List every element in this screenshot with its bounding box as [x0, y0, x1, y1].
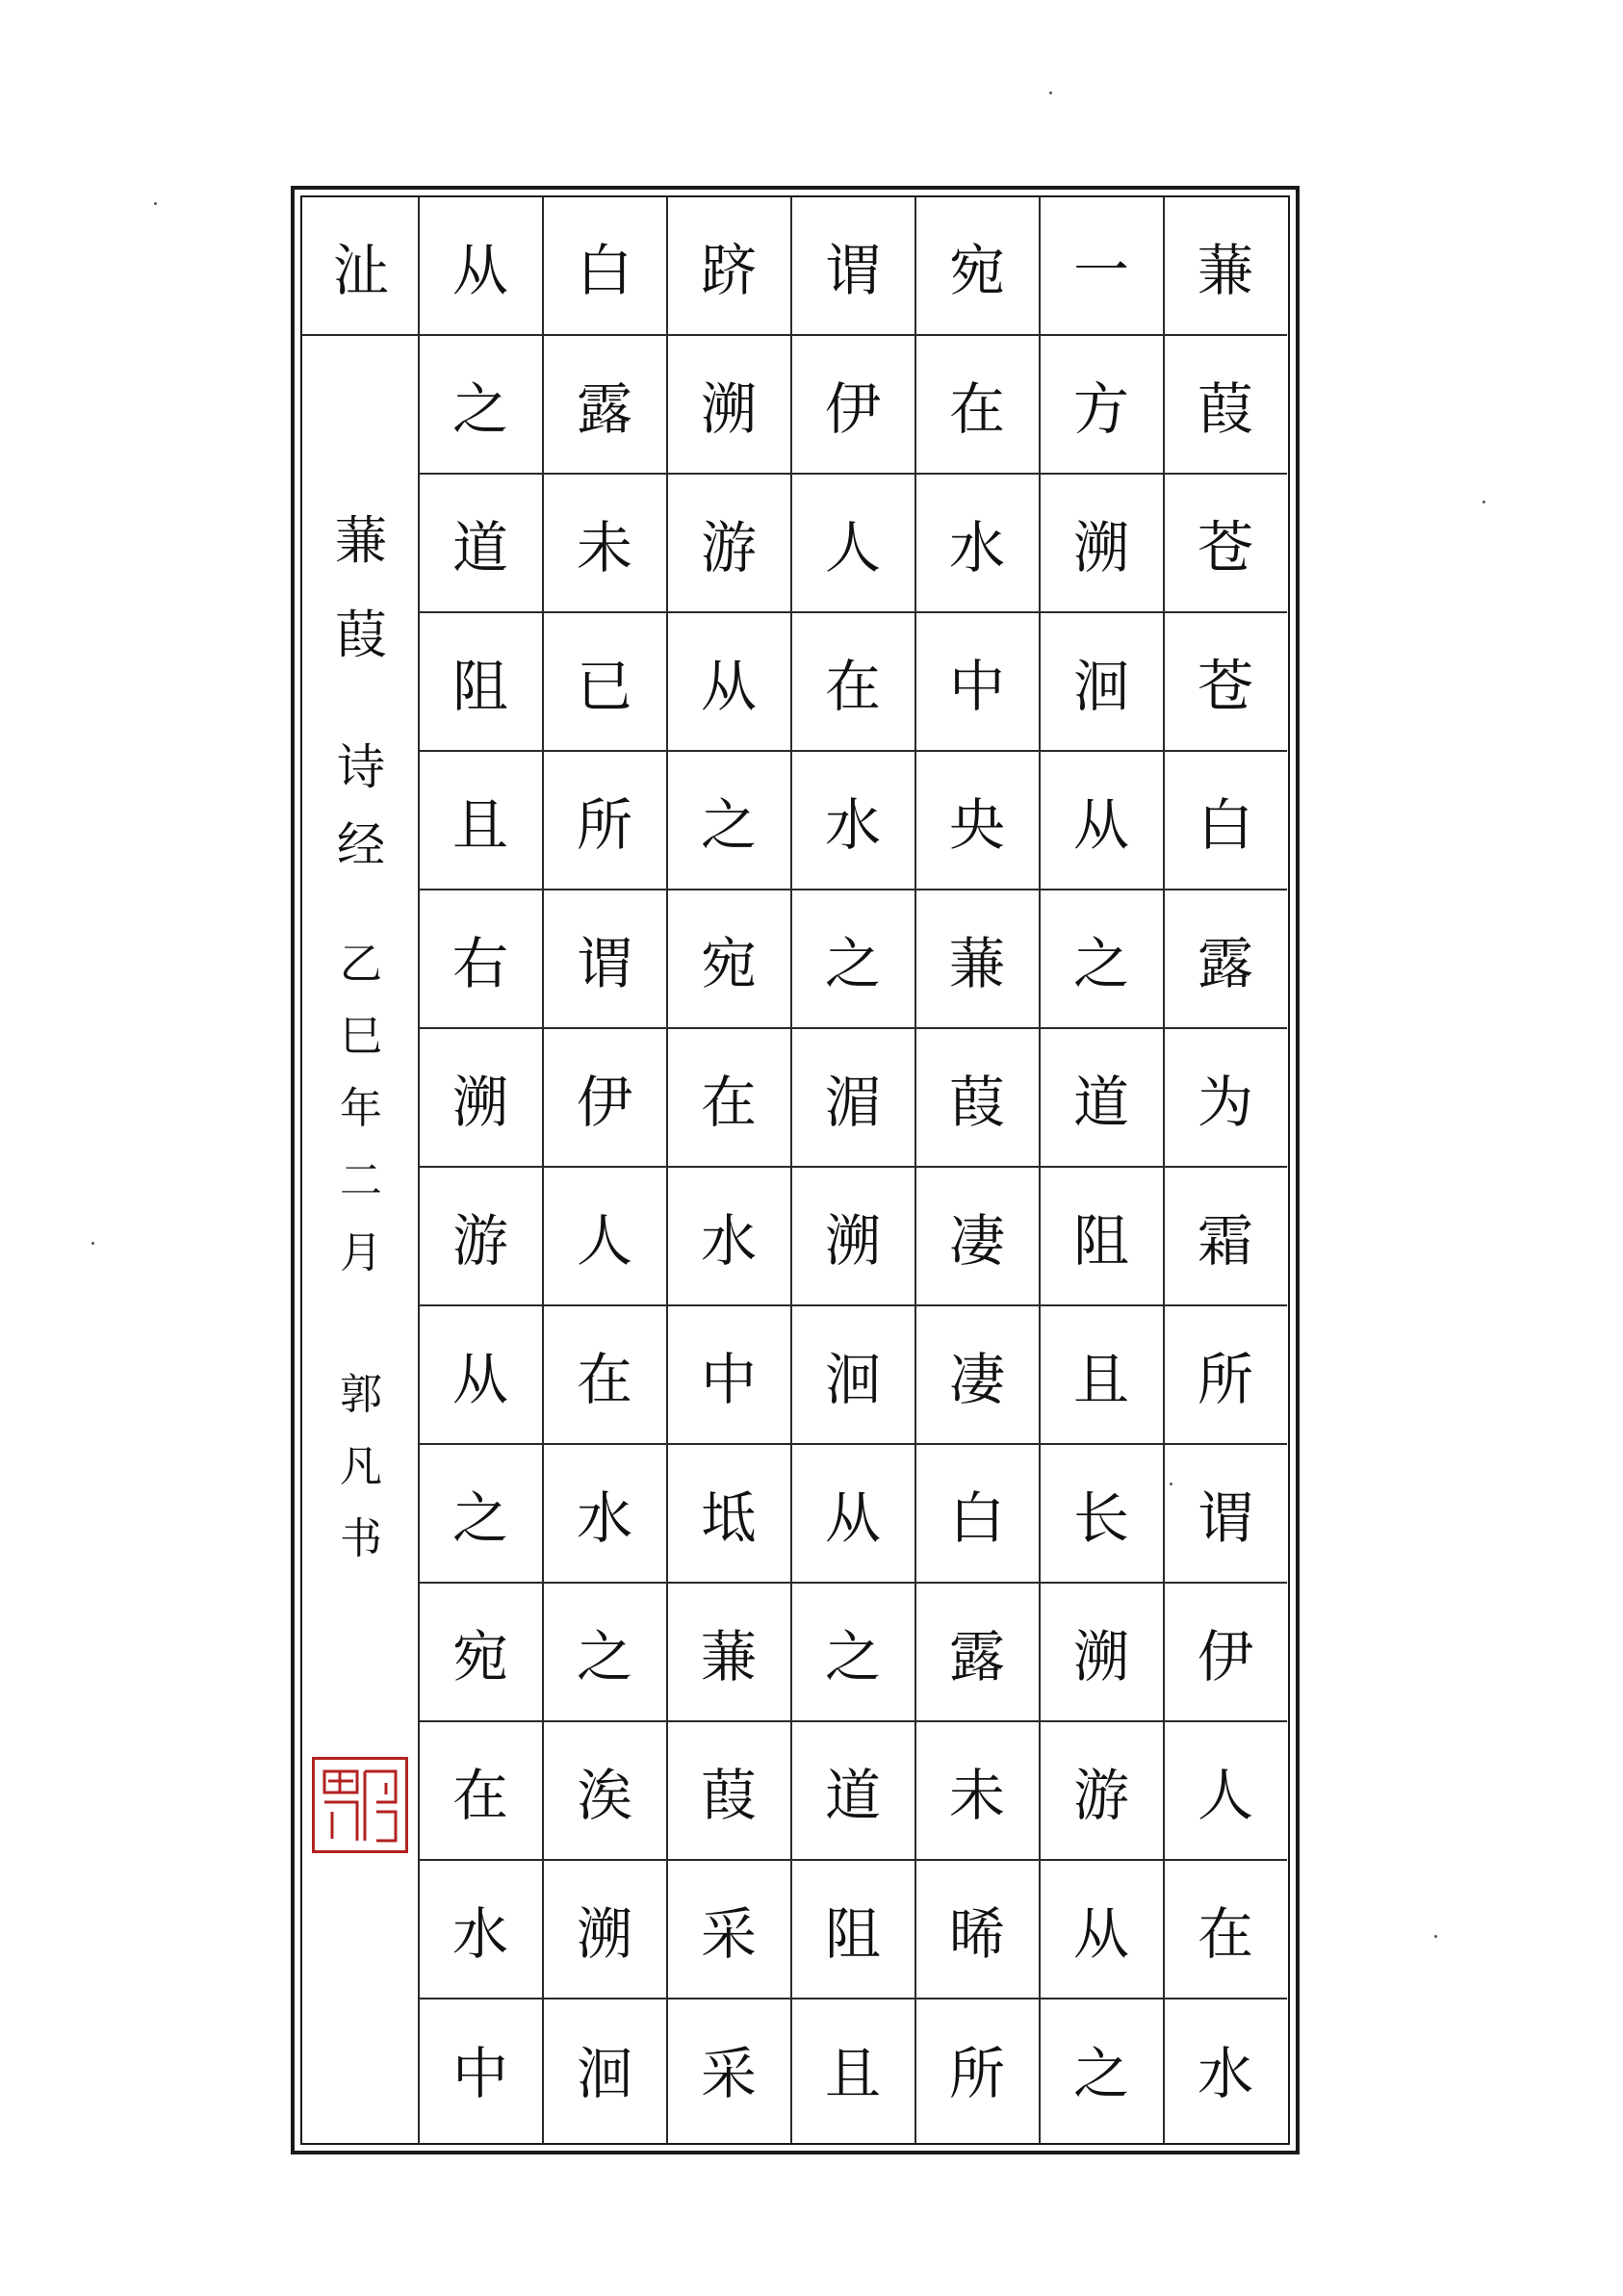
char-cell: 在: [667, 1029, 790, 1168]
char-cell: 之: [419, 1445, 542, 1584]
char-cell: 中: [667, 1306, 790, 1445]
date-char: 月: [340, 1228, 382, 1277]
char-cell: 央: [915, 752, 1039, 890]
char-cell: 已: [543, 613, 666, 752]
char-cell: 谓: [791, 197, 915, 336]
char-cell: 蒹: [1164, 197, 1287, 336]
source-char: 诗: [337, 739, 385, 795]
char-cell: 中: [451, 2041, 508, 2106]
char-cell: 未: [543, 475, 666, 613]
char-cell: 之: [419, 336, 542, 475]
char-cell: 所: [1164, 1306, 1287, 1445]
char-cell: 之: [1040, 890, 1163, 1029]
char-cell: 所: [543, 752, 666, 890]
char-cell: 蒹: [667, 1584, 790, 1722]
grid-line: [915, 197, 916, 2143]
red-seal: [312, 1757, 408, 1853]
char-cell: 水: [915, 475, 1039, 613]
char-cell: 水: [667, 1168, 790, 1306]
char-cell: 溯: [791, 1168, 915, 1306]
char-cell: 水: [791, 752, 915, 890]
char-cell: 采: [667, 1861, 790, 1999]
char-cell: 为: [1164, 1029, 1287, 1168]
char-cell: 之: [791, 890, 915, 1029]
char-cell: 在: [1164, 1861, 1287, 1999]
char-cell: 从: [1040, 1861, 1163, 1999]
char-cell: 在: [791, 613, 915, 752]
char-cell: 白: [543, 197, 666, 336]
char-cell: 且: [824, 2041, 881, 2106]
char-cell: 一: [1040, 197, 1163, 336]
char-cell: 从: [419, 1306, 542, 1445]
char-cell: 凄: [915, 1306, 1039, 1445]
grid-line: [1163, 197, 1165, 2143]
char-cell: 阻: [791, 1861, 915, 1999]
text-column: [915, 197, 1039, 2143]
char-cell: 凄: [915, 1168, 1039, 1306]
char-cell: 且: [1040, 1306, 1163, 1445]
char-cell: 在: [543, 1306, 666, 1445]
char-cell: 露: [915, 1584, 1039, 1722]
char-cell: 伊: [543, 1029, 666, 1168]
char-cell: 葭: [915, 1029, 1039, 1168]
char-cell: 在: [915, 336, 1039, 475]
text-column: [791, 197, 915, 2143]
title-char: 葭: [335, 605, 387, 665]
char-cell: 道: [1040, 1029, 1163, 1168]
char-cell: 从: [791, 1445, 915, 1584]
char-cell: 宛: [667, 890, 790, 1029]
char-cell: 之: [667, 752, 790, 890]
text-column: [1040, 197, 1163, 2143]
date-char: 巳: [340, 1012, 382, 1061]
char-cell: 之: [543, 1584, 666, 1722]
title-char: 蒹: [335, 510, 387, 571]
author-char: 凡: [340, 1442, 382, 1491]
char-cell: 之: [1072, 2041, 1129, 2106]
text-column: [419, 197, 542, 2143]
char-cell: 露: [1164, 890, 1287, 1029]
char-cell: 从: [667, 613, 790, 752]
date-char: 二: [340, 1156, 382, 1205]
char-cell: 晞: [915, 1861, 1039, 1999]
paper-speck: [91, 1242, 94, 1245]
char-cell: 苍: [1164, 475, 1287, 613]
char-cell: 之: [791, 1584, 915, 1722]
char-cell: 溯: [667, 336, 790, 475]
char-cell: 游: [1040, 1722, 1163, 1861]
char-cell: 溯: [1040, 1584, 1163, 1722]
author-char: 郭: [340, 1370, 382, 1419]
char-cell: 露: [543, 336, 666, 475]
char-cell: 长: [1040, 1445, 1163, 1584]
char-cell: 葭: [1164, 336, 1287, 475]
char-cell: 水: [543, 1445, 666, 1584]
char-cell: 涘: [543, 1722, 666, 1861]
char-cell: 且: [419, 752, 542, 890]
char-cell: 宛: [915, 197, 1039, 336]
char-cell: 道: [419, 475, 542, 613]
char-cell: 方: [1040, 336, 1163, 475]
char-cell: 谓: [543, 890, 666, 1029]
char-cell: 洄: [576, 2041, 632, 2106]
char-cell: 白: [915, 1445, 1039, 1584]
signature-top-char: 沚: [302, 197, 420, 336]
paper-speck: [1482, 501, 1485, 503]
char-cell: 人: [543, 1168, 666, 1306]
char-cell: 未: [915, 1722, 1039, 1861]
char-cell: 伊: [1164, 1584, 1287, 1722]
paper-speck: [1170, 1483, 1172, 1485]
char-cell: 道: [791, 1722, 915, 1861]
author-char: 书: [340, 1514, 382, 1563]
char-cell: 从: [1040, 752, 1163, 890]
char-cell: 人: [791, 475, 915, 613]
char-cell: 白: [1164, 752, 1287, 890]
source-char: 经: [337, 817, 385, 873]
grid-line: [790, 197, 792, 2143]
char-cell: 从: [419, 197, 542, 336]
char-cell: 溯: [419, 1029, 542, 1168]
char-cell: 溯: [543, 1861, 666, 1999]
char-cell: 湄: [791, 1029, 915, 1168]
date-char: 乙: [340, 940, 382, 989]
char-cell: 游: [667, 475, 790, 613]
grid-line: [1039, 197, 1041, 2143]
char-cell: 葭: [667, 1722, 790, 1861]
paper-speck: [1049, 91, 1052, 94]
char-cell: 所: [948, 2041, 1005, 2106]
text-column: [1164, 197, 1287, 2143]
char-cell: 跻: [667, 197, 790, 336]
char-cell: 水: [419, 1861, 542, 1999]
paper-speck: [154, 202, 157, 205]
char-cell: 宛: [419, 1584, 542, 1722]
seal-glyph-icon: [319, 1764, 401, 1846]
char-cell: 水: [1197, 2041, 1253, 2106]
grid-line: [542, 197, 544, 2143]
date-char: 年: [340, 1084, 382, 1133]
char-cell: 游: [419, 1168, 542, 1306]
char-cell: 洄: [791, 1306, 915, 1445]
char-cell: 苍: [1164, 613, 1287, 752]
char-cell: 蒹: [915, 890, 1039, 1029]
text-column: [667, 197, 790, 2143]
paper-speck: [1434, 1935, 1437, 1938]
char-cell: 洄: [1040, 613, 1163, 752]
char-cell: 阻: [1040, 1168, 1163, 1306]
char-cell: 溯: [1040, 475, 1163, 613]
char-cell: 伊: [791, 336, 915, 475]
char-cell: 阻: [419, 613, 542, 752]
char-cell: 人: [1164, 1722, 1287, 1861]
char-cell: 在: [419, 1722, 542, 1861]
char-cell: 谓: [1164, 1445, 1287, 1584]
char-cell: 坻: [667, 1445, 790, 1584]
text-column: [543, 197, 666, 2143]
char-cell: 采: [700, 2041, 757, 2106]
char-cell: 霜: [1164, 1168, 1287, 1306]
char-cell: 中: [915, 613, 1039, 752]
char-cell: 右: [419, 890, 542, 1029]
grid-line: [666, 197, 668, 2143]
